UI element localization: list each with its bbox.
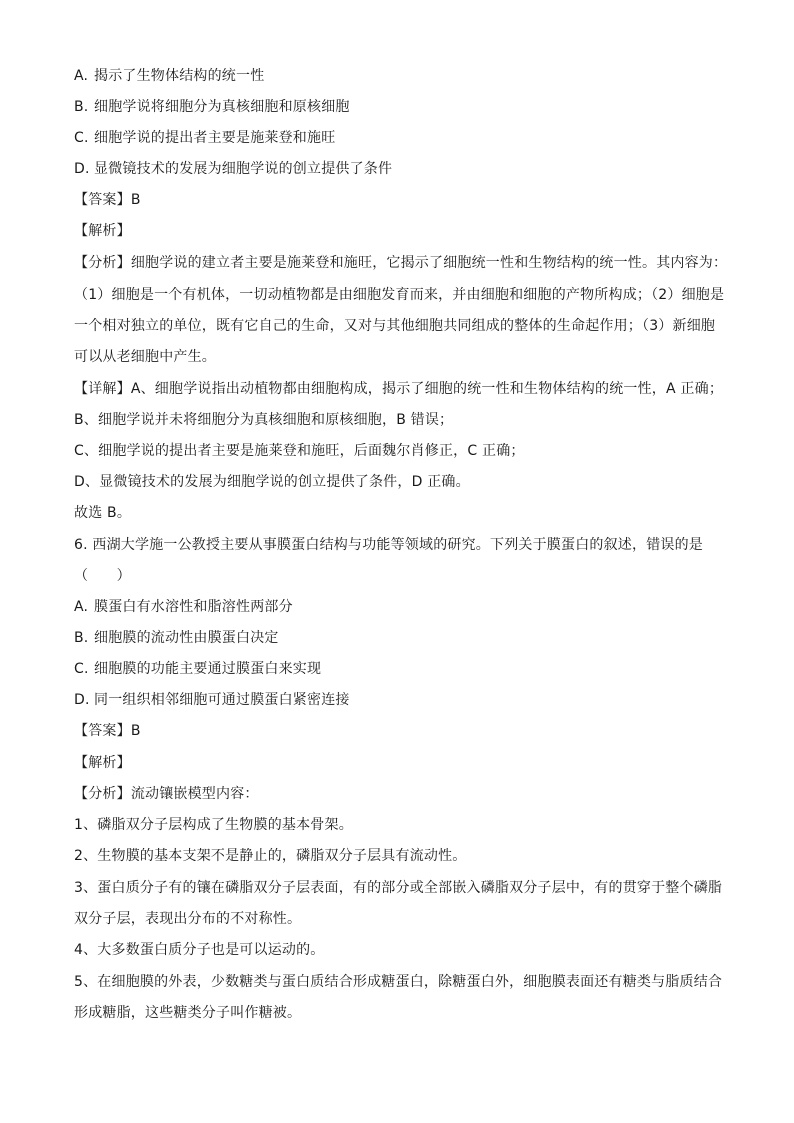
q5-option-a [74,66,724,86]
option-letter: C. [74,130,89,146]
fenxi-text: 流动镶嵌模型内容： [130,786,259,802]
q5-fenxi-line-2 [74,285,724,305]
fenxi-tag: 【分析】 [74,255,131,271]
fenxi-text: 一个相对独立的单位，既有它自己的生命，又对与其他细胞共同组成的整体的生命起作用；（3）新细胞 [74,318,716,334]
q5-answer [74,190,724,210]
q5-xiangjie-line-2 [74,410,724,430]
q6-fenxi-line [74,784,724,804]
q6-stem-line-2 [74,566,724,586]
q6-option-b [74,628,724,648]
option-text: 细胞学说的提出者主要是施莱登和施旺 [94,130,336,146]
option-text: 显微镜技术的发展为细胞学说的创立提供了条件 [94,161,393,177]
q5-fenxi-line-1 [74,253,728,273]
point-text: 1、磷脂双分子层构成了生物膜的基本骨架。 [74,817,353,833]
option-text: 细胞膜的功能主要通过膜蛋白来实现 [94,661,322,677]
option-text: 揭示了生物体结构的统一性 [94,68,265,84]
point-text: 5、在细胞膜的外表，少数糖类与蛋白质结合形成糖蛋白，除糖蛋白外，细胞膜表面还有糖类与脂质结合 [74,974,723,990]
answer-value: B [130,723,141,739]
q6-answer [74,721,724,741]
option-text: 细胞膜的流动性由膜蛋白决定 [94,630,279,646]
fenxi-tag: 【分析】 [74,786,131,802]
xiangjie-text: C、细胞学说的提出者主要是施莱登和施旺，后面魏尔肖修正，C 正确； [74,443,525,459]
xiangjie-text: 故选 B。 [74,505,132,521]
q6-point-3 [74,878,724,898]
q6-stem-line-1 [74,535,724,555]
q6-option-c [74,659,724,679]
q5-xiangjie-line-4 [74,472,724,492]
option-letter: C. [74,661,89,677]
point-text: 形成糖脂，这些糖类分子叫作糖被。 [74,1005,302,1021]
answer-value: B [130,192,141,208]
answer-tag: 【答案】 [74,192,131,208]
option-letter: B. [74,630,89,646]
q5-fenxi-line-4 [74,347,724,367]
q6-point-1 [74,815,724,835]
q5-fenxi-line-3 [74,316,724,336]
option-text: 同一组织相邻细胞可通过膜蛋白紧密连接 [94,692,350,708]
q5-xiangjie-line-5 [74,503,724,523]
option-letter: A. [74,599,89,615]
q6-option-a [74,597,724,617]
point-text: 3、蛋白质分子有的镶在磷脂双分子层表面，有的部分或全部嵌入磷脂双分子层中，有的贯穿于整个磷脂 [74,880,723,896]
option-text: 细胞学说将细胞分为真核细胞和原核细胞 [94,99,350,115]
analysis-tag: 【解析】 [74,223,131,239]
option-text: 膜蛋白有水溶性和脂溶性两部分 [94,599,293,615]
q5-option-c [74,128,724,148]
q6-option-d [74,690,724,710]
fenxi-text: （1）细胞是一个有机体，一切动植物都是由细胞发育而来，并由细胞和细胞的产物所构成；（2）细胞是 [74,287,725,303]
point-text: 2、生物膜的基本支架不是静止的，磷脂双分子层具有流动性。 [74,848,467,864]
q5-xiangjie-line-1 [74,379,724,399]
xiangjie-text: A、细胞学说指出动植物都由细胞构成，揭示了细胞的统一性和生物体结构的统一性，A 正确； [130,381,724,397]
fenxi-text: 细胞学说的建立者主要是施莱登和施旺，它揭示了细胞统一性和生物结构的统一性。其内容为： [130,255,728,271]
q5-option-d [74,159,724,179]
q6-point-4 [74,940,724,960]
xiangjie-tag: 【详解】 [74,381,131,397]
q5-analysis-heading [74,221,724,241]
point-text: 4、大多数蛋白质分子也是可以运动的。 [74,942,325,958]
xiangjie-text: B、细胞学说并未将细胞分为真核细胞和原核细胞，B 错误； [74,412,454,428]
option-letter: D. [74,692,90,708]
option-letter: B. [74,99,89,115]
q6-point-2 [74,846,724,866]
q6-analysis-heading [74,753,724,773]
xiangjie-text: D、显微镜技术的发展为细胞学说的创立提供了条件，D 正确。 [74,474,470,490]
q6-point-3-cont [74,909,724,929]
option-letter: A. [74,68,89,84]
analysis-tag: 【解析】 [74,755,131,771]
point-text: 双分子层，表现出分布的不对称性。 [74,911,302,927]
fenxi-text: 可以从老细胞中产生。 [74,349,216,365]
q5-xiangjie-line-3 [74,441,724,461]
answer-tag: 【答案】 [74,723,131,739]
q6-point-5 [74,972,724,992]
answer-blank: （ ） [74,568,131,584]
q5-option-b [74,97,724,117]
option-letter: D. [74,161,90,177]
q6-point-5-cont [74,1003,724,1023]
question-stem: 6. 西湖大学施一公教授主要从事膜蛋白结构与功能等领域的研究。下列关于膜蛋白的叙述，错误的是 [74,537,704,553]
